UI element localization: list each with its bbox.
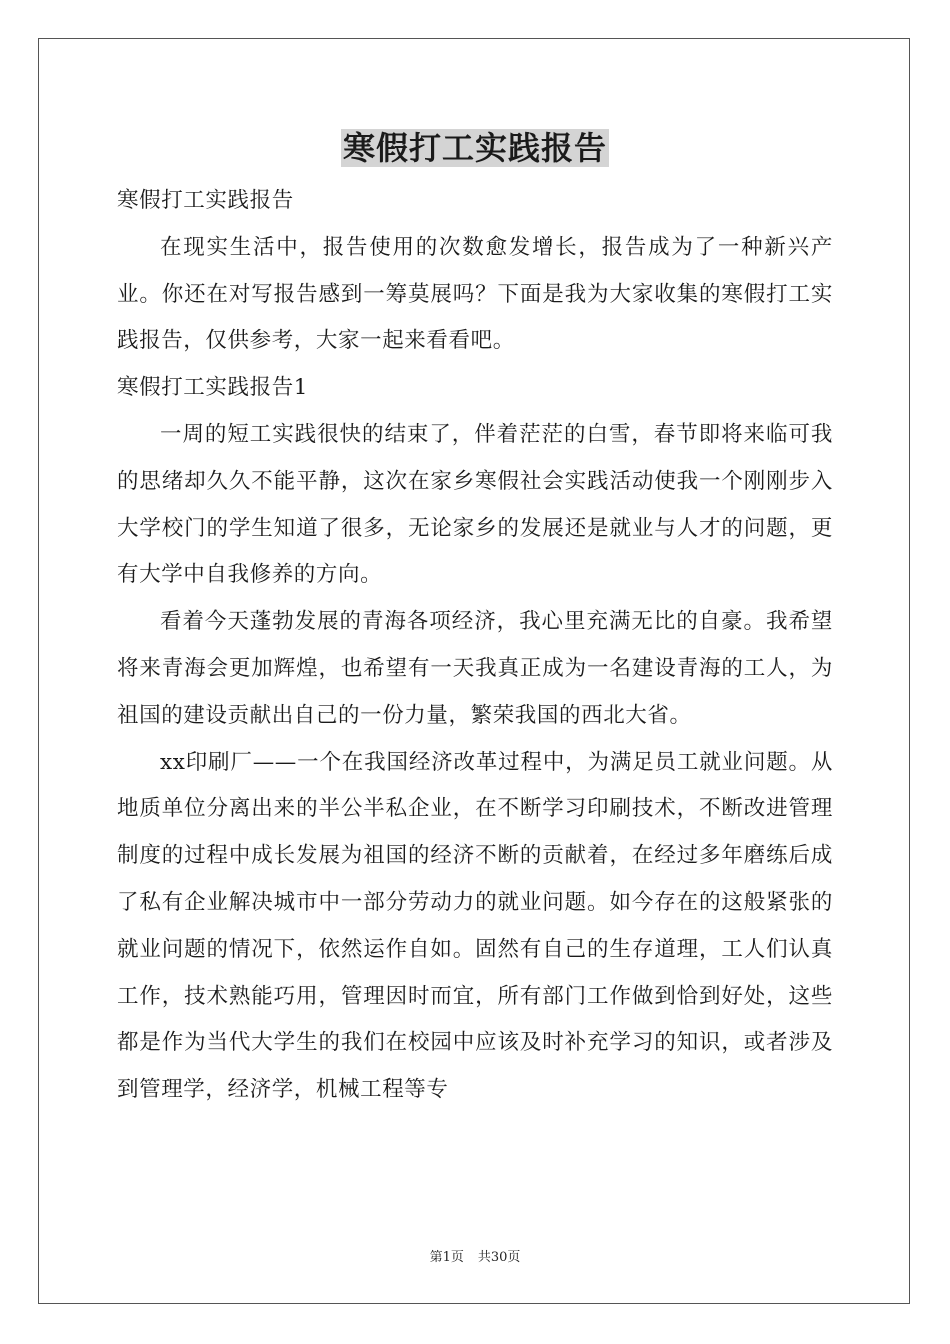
page-footer	[0, 1246, 950, 1265]
paragraph: 寒假打工实践报告	[117, 188, 294, 213]
document-body	[117, 178, 833, 1114]
paragraph: 看着今天蓬勃发展的青海各项经济，我心里充满无比的自豪。我希望将来青海会更加辉煌，也希望有一天我真正成为一名建设青海的工人，为祖国的建设贡献出自己的一份力量，繁荣我国的西北大省。	[117, 609, 833, 728]
page-total: 共30页	[477, 1250, 521, 1265]
paragraph: 一周的短工实践很快的结束了，伴着茫茫的白雪，春节即将来临可我的思绪却久久不能平静，这次在家乡寒假社会实践活动使我一个刚刚步入大学校门的学生知道了很多，无论家乡的发展还是就业与人才的问题，更有大学中自我修养的方向。	[117, 421, 833, 588]
paragraph: 在现实生活中，报告使用的次数愈发增长，报告成为了一种新兴产业。你还在对写报告感到一筹莫展吗？下面是我为大家收集的寒假打工实践报告，仅供参考，大家一起来看看吧。	[117, 234, 833, 354]
document-title	[0, 126, 950, 170]
paragraph: 寒假打工实践报告1	[117, 375, 309, 401]
document-title-text: 寒假打工实践报告	[342, 129, 607, 167]
page-number: 第1页	[429, 1250, 464, 1265]
paragraph: xx印刷厂——一个在我国经济改革过程中，为满足员工就业问题。从地质单位分离出来的半公半私企业，在不断学习印刷技术，不断改进管理制度的过程中成长发展为祖国的经济不断的贡献着，在经过多年磨练后成了私有企业解决城市中一部分劳动力的就业问题。如今存在的这般紧张的就业问题的情况下，依然运作自如。固然有自己的生存道理，工人们认真工作，技术熟能巧用，管理因时而宜，所有部门工作做到恰到好处，这些都是作为当代大学生的我们在校园中应该及时补充学习的知识，或者涉及到管理学，经济学，机械工程等专	[117, 749, 833, 1103]
